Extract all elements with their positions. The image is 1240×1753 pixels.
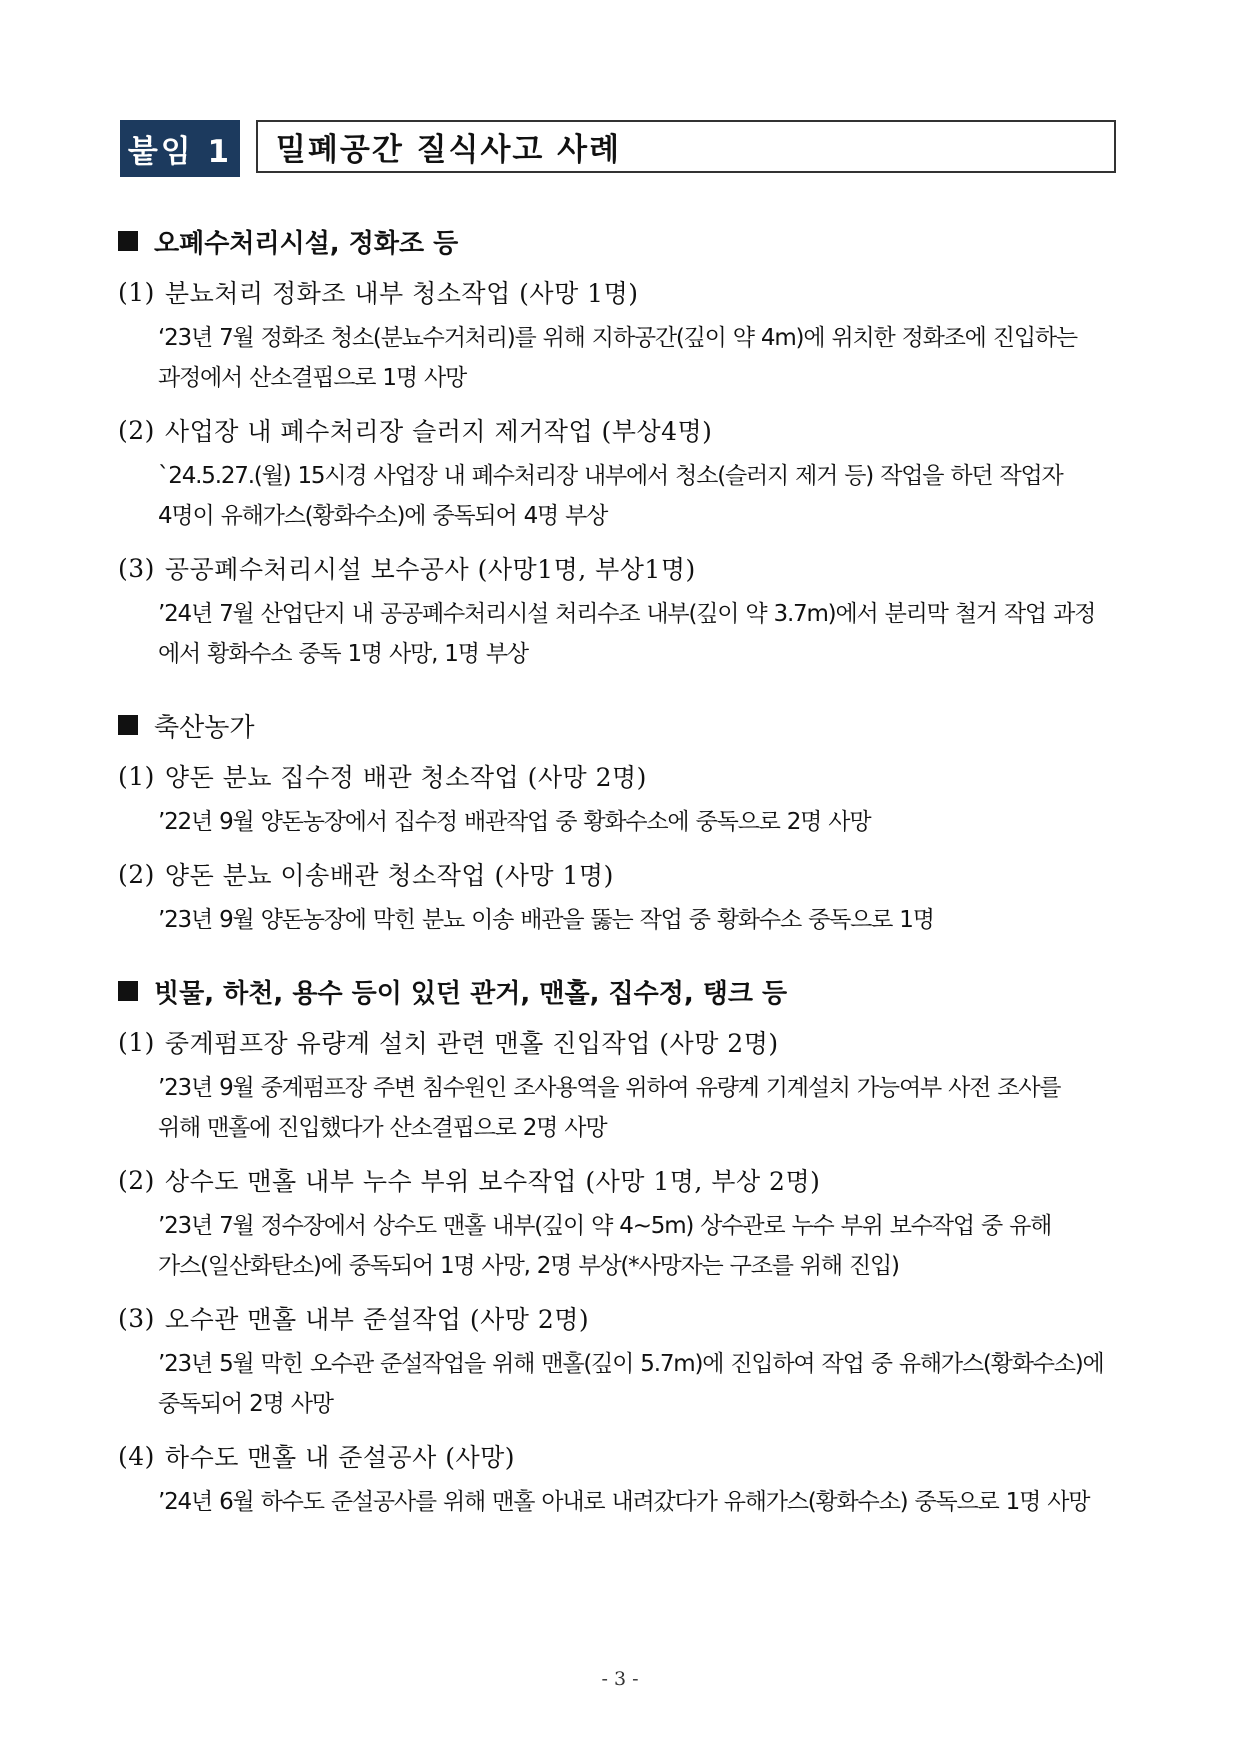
description-line: ’23년 7월 정수장에서 상수도 맨홀 내부(깊이 약 4~5m) 상수관로 누수 부위 보수작업 중 유해 bbox=[158, 1213, 1052, 1239]
case-number: (3) bbox=[118, 1303, 155, 1333]
case-description bbox=[158, 1482, 1128, 1522]
section-spacer bbox=[118, 1522, 1128, 1532]
section-title: 오폐수처리시설, 정화조 등 bbox=[154, 228, 459, 259]
description-line: `24.5.27.(월) 15시경 사업장 내 폐수처리장 내부에서 청소(슬러지 제거 등) 작업을 하던 작업자 bbox=[158, 463, 1063, 489]
case-number: (1) bbox=[118, 761, 155, 791]
case-number: (1) bbox=[118, 1027, 155, 1057]
case-number: (2) bbox=[118, 859, 155, 889]
description-line: ’23년 5월 막힌 오수관 준설작업을 위해 맨홀(깊이 5.7m)에 진입하여 작업 중 유해가스(황화수소)에 bbox=[158, 1351, 1104, 1377]
case-description bbox=[158, 456, 1128, 536]
description-line: ’23년 9월 중계펌프장 주변 침수원인 조사용역을 위하여 유량계 기계설치 가능여부 사전 조사를 bbox=[158, 1075, 1061, 1101]
case-title: 하수도 맨홀 내 준설공사 (사망) bbox=[164, 1443, 516, 1472]
description-line: 에서 황화수소 중독 1명 사망, 1명 부상 bbox=[158, 641, 528, 667]
case-description bbox=[158, 318, 1128, 398]
case-number: (4) bbox=[118, 1441, 155, 1471]
description-line: 가스(일산화탄소)에 중독되어 1명 사망, 2명 부상(*사망자는 구조를 위해 진입) bbox=[158, 1253, 899, 1279]
description-line: ’24년 6월 하수도 준설공사를 위해 맨홀 아내로 내려갔다가 유해가스(황화수소) 중독으로 1명 사망 bbox=[158, 1489, 1090, 1515]
case-title: 양돈 분뇨 이송배관 청소작업 (사망 1명) bbox=[164, 861, 614, 890]
square-bullet-icon bbox=[118, 715, 138, 735]
description-line: 4명이 유해가스(황화수소)에 중독되어 4명 부상 bbox=[158, 503, 608, 529]
case-number: (1) bbox=[118, 277, 155, 307]
case-description bbox=[158, 900, 1128, 940]
square-bullet-icon bbox=[118, 981, 138, 1001]
case-item-heading bbox=[118, 1436, 1128, 1476]
case-item-heading bbox=[118, 854, 1128, 894]
case-description bbox=[158, 1206, 1128, 1286]
case-description bbox=[158, 1344, 1128, 1424]
case-title: 오수관 맨홀 내부 준설작업 (사망 2명) bbox=[164, 1305, 590, 1334]
document-body bbox=[118, 200, 1128, 1532]
section-title: 빗물, 하천, 용수 등이 있던 관거, 맨홀, 집수정, 탱크 등 bbox=[154, 978, 788, 1009]
case-description bbox=[158, 1068, 1128, 1148]
case-title: 사업장 내 폐수처리장 슬러지 제거작업 (부상4명) bbox=[164, 417, 713, 446]
case-number: (3) bbox=[118, 553, 155, 583]
section-spacer bbox=[118, 940, 1128, 950]
case-number: (2) bbox=[118, 415, 155, 445]
case-number: (2) bbox=[118, 1165, 155, 1195]
case-title: 양돈 분뇨 집수정 배관 청소작업 (사망 2명) bbox=[164, 763, 647, 792]
description-line: ’23년 9월 양돈농장에 막힌 분뇨 이송 배관을 뚫는 작업 중 황화수소 중독으로 1명 bbox=[158, 907, 934, 933]
square-bullet-icon bbox=[118, 231, 138, 251]
case-title: 상수도 맨홀 내부 누수 부위 보수작업 (사망 1명, 부상 2명) bbox=[164, 1167, 821, 1196]
case-item-heading bbox=[118, 548, 1128, 588]
section-spacer bbox=[118, 674, 1128, 684]
description-line: 위해 맨홀에 진입했다가 산소결핍으로 2명 사망 bbox=[158, 1115, 607, 1141]
case-item-heading bbox=[118, 410, 1128, 450]
section-title: 축산농가 bbox=[154, 712, 255, 743]
description-line: ’24년 7월 산업단지 내 공공폐수처리시설 처리수조 내부(깊이 약 3.7m)에서 분리막 철거 작업 과정 bbox=[158, 601, 1096, 627]
page-number: - 3 - bbox=[601, 1668, 639, 1690]
document-header bbox=[120, 120, 1120, 177]
case-item-heading bbox=[118, 1022, 1128, 1062]
section-heading bbox=[118, 972, 1128, 1010]
description-line: 과정에서 산소결핍으로 1명 사망 bbox=[158, 365, 467, 391]
case-title: 중계펌프장 유량계 설치 관련 맨홀 진입작업 (사망 2명) bbox=[164, 1029, 779, 1058]
section-heading bbox=[118, 222, 1128, 260]
case-title: 분뇨처리 정화조 내부 청소작업 (사망 1명) bbox=[164, 279, 639, 308]
description-line: ‘23년 7월 정화조 청소(분뇨수거처리)를 위해 지하공간(깊이 약 4m)에 위치한 정화조에 진입하는 bbox=[158, 325, 1077, 351]
case-description bbox=[158, 802, 1128, 842]
case-title: 공공폐수처리시설 보수공사 (사망1명, 부상1명) bbox=[164, 555, 696, 584]
description-line: ’22년 9월 양돈농장에서 집수정 배관작업 중 황화수소에 중독으로 2명 사망 bbox=[158, 809, 871, 835]
section-heading bbox=[118, 706, 1128, 744]
case-item-heading bbox=[118, 756, 1128, 796]
document-title: 밀폐공간 질식사고 사례 bbox=[256, 120, 1116, 173]
case-description bbox=[158, 594, 1128, 674]
case-item-heading bbox=[118, 1160, 1128, 1200]
case-item-heading bbox=[118, 1298, 1128, 1338]
attachment-badge: 붙임 1 bbox=[120, 120, 240, 177]
case-item-heading bbox=[118, 272, 1128, 312]
description-line: 중독되어 2명 사망 bbox=[158, 1391, 333, 1417]
